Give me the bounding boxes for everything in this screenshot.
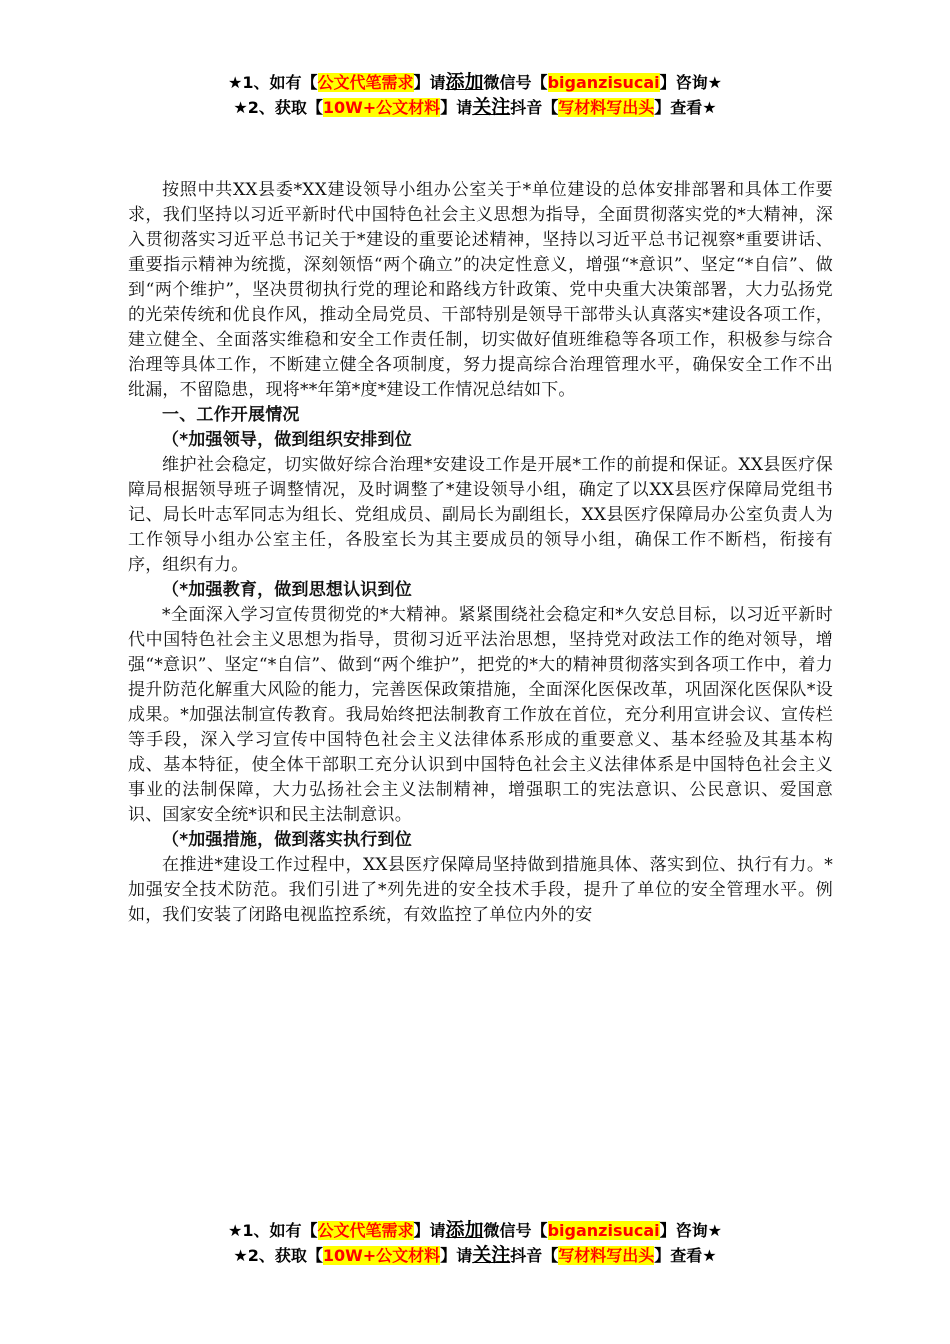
promo-text: 】咨询★ <box>659 1221 722 1240</box>
promo-text: 】查看★ <box>654 1246 717 1265</box>
paragraph-leadership: 维护社会稳定，切实做好综合治理*安建设工作是开展*工作的前提和保证。XX县医疗保障局根据领导班子调整情况，及时调整了*建设领导小组，确定了以XX县医疗保障局党组书记、局长叶志军同志为组长、党组成员、副局长为副组长，XX县医疗保障局办公室负责人为工作领导小组办公室主任，各股室长为其主要成员的领导小组，确保工作不断档，衔接有序，组织有力。 <box>128 455 833 575</box>
promo-header <box>0 70 950 120</box>
promo-text: 】请 <box>413 1221 446 1240</box>
paragraph-measures: 在推进*建设工作过程中，XX县医疗保障局坚持做到措施具体、落实到位、执行有力。*加强安全技术防范。我们引进了*列先进的安全技术手段，提升了单位的安全管理水平。例如，我们安装了闭路电视监控系统，有效监控了单位内外的安 <box>128 855 833 925</box>
promo-highlight-materials: 10W+公文材料 <box>322 1246 441 1265</box>
promo-footer <box>0 1218 950 1268</box>
promo-text: 】请 <box>440 98 473 117</box>
promo-text: 】请 <box>413 73 446 92</box>
promo-emphasis: 关注 <box>472 96 511 118</box>
promo-text: 】咨询★ <box>659 73 722 92</box>
promo-highlight-wechat-id: biganzisucai <box>547 73 660 92</box>
promo-text: 】请 <box>440 1246 473 1265</box>
promo-line-1 <box>0 70 950 95</box>
promo-highlight-service: 公文代笔需求 <box>317 73 414 92</box>
intro-paragraph: 按照中共XX县委*XX建设领导小组办公室关于*单位建设的总体安排部署和具体工作要求，我们坚持以习近平新时代中国特色社会主义思想为指导，全面贯彻落实党的*大精神，深入贯彻落实习近平总书记关于*建设的重要论述精神，坚持以习近平总书记视察*重要讲话、重要指示精神为统揽，深刻领悟“两个确立”的决定性意义，增强“*意识”、坚定“*自信”、做到“两个维护”，坚决贯彻执行党的理论和路线方针政策、党中央重大决策部署，大力弘扬党的光荣传统和优良作风，推动全局党员、干部特别是领导干部带头认真落实*建设各项工作，建立健全、全面落实维稳和安全工作责任制，切实做好值班维稳等各项工作，积极参与综合治理等具体工作，不断建立健全各项制度，努力提高综合治理管理水平，确保安全工作不出纰漏，不留隐患，现将**年第*度*建设工作情况总结如下。 <box>128 180 833 400</box>
promo-highlight-service: 公文代笔需求 <box>317 1221 414 1240</box>
document-body <box>128 178 833 928</box>
promo-text: 】查看★ <box>654 98 717 117</box>
promo-line-2 <box>0 95 950 120</box>
promo-line-1 <box>0 1218 950 1243</box>
promo-highlight-douyin: 写材料写出头 <box>558 1246 655 1265</box>
section-heading-1: 一、工作开展情况 <box>162 405 300 425</box>
promo-text: 抖音【 <box>510 1246 559 1265</box>
promo-emphasis: 添加 <box>445 1219 484 1241</box>
paragraph-education: *全面深入学习宣传贯彻党的*大精神。紧紧围绕社会稳定和*久安总目标，以习近平新时代中国特色社会主义思想为指导，贯彻习近平法治思想，坚持党对政法工作的绝对领导，增强“*意识”、坚定“*自信”、做到“两个维护”，把党的*大的精神贯彻落实到各项工作中，着力提升防范化解重大风险的能力，完善医保政策措施，全面深化医保改革，巩固深化医保队*设成果。*加强法制宣传教育。我局始终把法制教育工作放在首位，充分利用宣讲会议、宣传栏等手段，深入学习宣传中国特色社会主义法律体系形成的重要意义、基本经验及其基本构成、基本特征，使全体干部职工充分认识到中国特色社会主义法律体系是中国特色社会主义事业的法制保障，大力弘扬社会主义法制精神，增强职工的宪法意识、公民意识、爱国意识、国家安全统*识和民主法制意识。 <box>128 605 833 825</box>
promo-text: ★2、获取【 <box>233 98 323 117</box>
subheading-education: （*加强教育，做到思想认识到位 <box>162 580 412 600</box>
subheading-leadership: （*加强领导，做到组织安排到位 <box>162 430 412 450</box>
promo-text: ★1、如有【 <box>228 73 318 92</box>
promo-emphasis: 关注 <box>472 1244 511 1266</box>
promo-highlight-wechat-id: biganzisucai <box>547 1221 660 1240</box>
promo-highlight-douyin: 写材料写出头 <box>558 98 655 117</box>
promo-text: ★1、如有【 <box>228 1221 318 1240</box>
promo-line-2 <box>0 1243 950 1268</box>
promo-text: 微信号【 <box>483 1221 548 1240</box>
promo-highlight-materials: 10W+公文材料 <box>322 98 441 117</box>
promo-text: 微信号【 <box>483 73 548 92</box>
promo-emphasis: 添加 <box>445 71 484 93</box>
subheading-measures: （*加强措施，做到落实执行到位 <box>162 830 412 850</box>
promo-text: ★2、获取【 <box>233 1246 323 1265</box>
promo-text: 抖音【 <box>510 98 559 117</box>
